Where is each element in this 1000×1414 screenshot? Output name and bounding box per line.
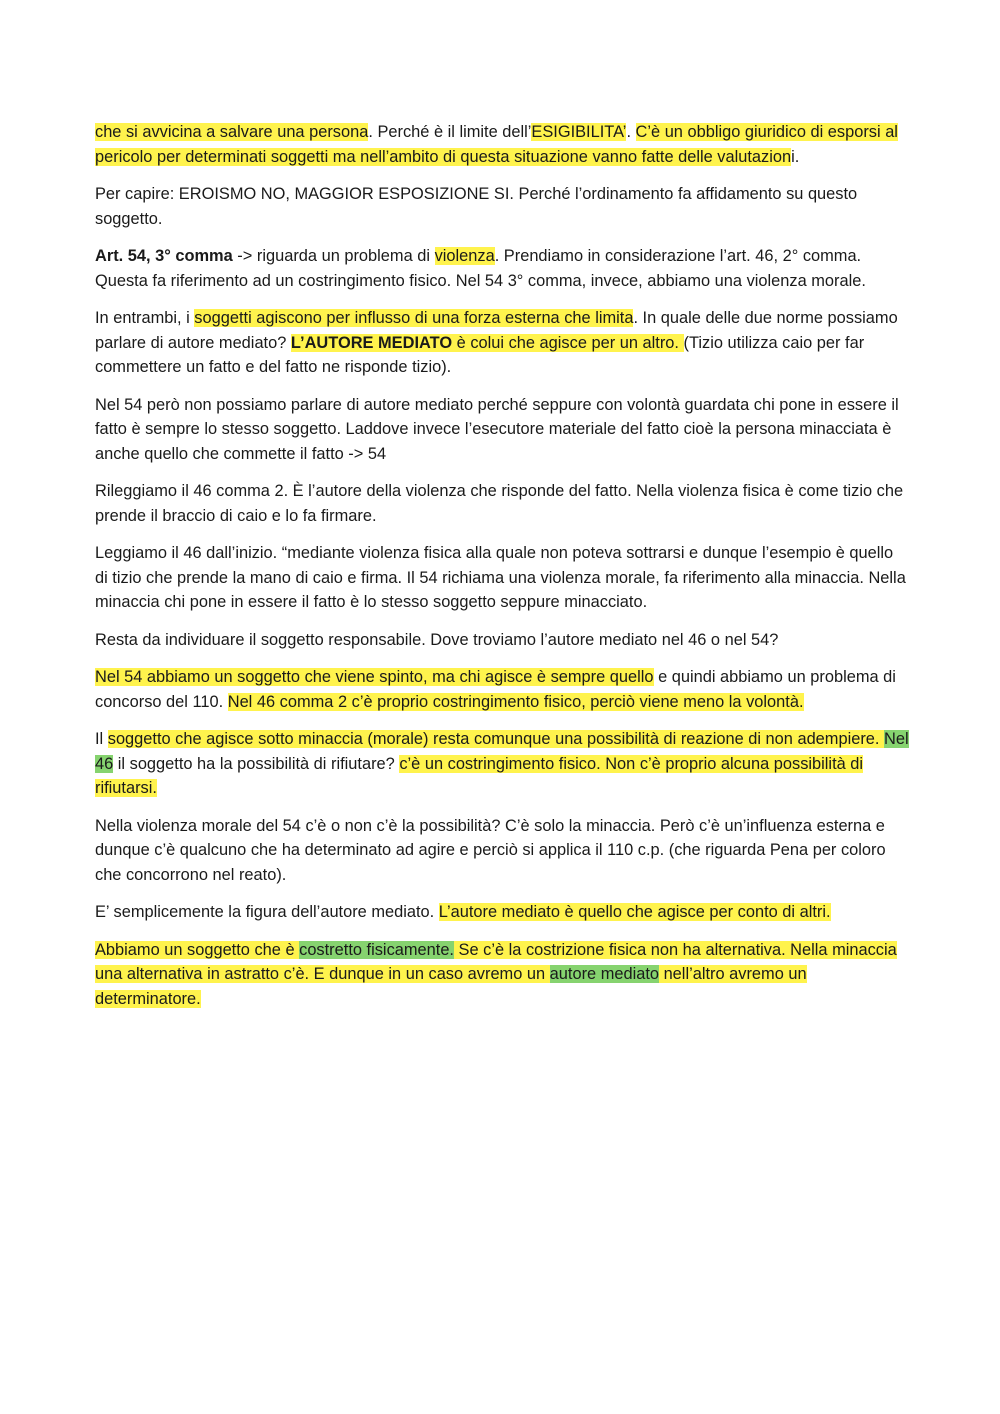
- text-run: e quindi abbiamo un problema di concorso del 110.: [95, 668, 896, 711]
- highlighted-text-green: autore mediato: [549, 965, 660, 983]
- text-run: Per capire: EROISMO NO, MAGGIOR ESPOSIZIONE SI. Perché l’ordinamento fa affidamento su questo soggetto.: [95, 185, 858, 228]
- text-run: Leggiamo il 46 dall’inizio. “mediante violenza fisica alla quale non poteva sottrarsi e dunque l’esempio è quello di tizio che prende la mano di caio e firma. Il 54 richiama una violenza morale, fa riferimento alla minaccia. Nella minaccia chi pone in essere il fatto è lo stesso soggetto seppure minacciato.: [95, 544, 906, 611]
- paragraph-7: [95, 541, 910, 615]
- text-run: i.: [791, 147, 800, 166]
- highlighted-text-yellow: soggetto che agisce sotto minaccia (morale) resta comunque una possibilità di reazione di non adempiere.: [107, 730, 885, 748]
- text-run: . Prendiamo in considerazione l’art. 46, 2° comma. Questa fa riferimento ad un costringimento fisico. Nel 54 3° comma, invece, abbiamo una violenza morale.: [95, 247, 866, 290]
- paragraph-3: [95, 244, 910, 293]
- text-run: Il: [95, 730, 108, 748]
- text-run: E’ semplicemente la figura dell’autore mediato.: [95, 903, 439, 921]
- highlighted-text-yellow: è colui che agisce per un altro.: [452, 333, 684, 352]
- paragraph-10: [95, 727, 910, 801]
- highlighted-text-yellow: C’è un obbligo giuridico di esporsi al pericolo per determinati soggetti ma nell’ambito di questa situazione vanno fatte delle valutazion: [95, 123, 898, 166]
- highlighted-text-yellow: Nel 46 comma 2 c’è proprio costringimento fisico, perciò viene meno la volontà.: [227, 692, 804, 711]
- paragraph-4: [95, 306, 910, 380]
- paragraph-1: [95, 120, 910, 169]
- text-run: Nella violenza morale del 54 c’è o non c’è la possibilità? C’è solo la minaccia. Però c’è un’influenza esterna e dunque c’è qualcuno che ha determinato ad agire e perciò si applica il 110 c.p. (che riguarda Pena per coloro che concorrono nel reato).: [95, 816, 886, 884]
- text-run: Resta da individuare il soggetto responsabile. Dove troviamo l’autore mediato nel 46 o nel 54?: [95, 630, 779, 649]
- highlighted-text-yellow: che si avvicina a salvare una persona: [95, 123, 369, 141]
- highlighted-text-yellow: Se c’è la costrizione fisica non ha alternativa. Nella minaccia una alternativa in astratto c’è. E dunque in un caso avremo un: [95, 940, 897, 983]
- highlighted-text-green: costretto fisicamente.: [299, 940, 454, 959]
- text-run: In entrambi, i: [95, 309, 195, 327]
- highlighted-text-yellow: c’è un costringimento fisico. Non c’è proprio alcuna possibilità di rifiutarsi.: [95, 754, 864, 797]
- text-run: Rileggiamo il 46 comma 2. È l’autore della violenza che risponde del fatto. Nella violenza fisica è come tizio che prende il braccio di caio e lo fa firmare.: [95, 482, 904, 525]
- paragraph-5: [95, 393, 910, 467]
- bold-text: Art. 54, 3° comma: [95, 247, 233, 265]
- paragraph-8: [95, 628, 910, 653]
- paragraph-9: [95, 665, 910, 714]
- text-run: il soggetto ha la possibilità di rifiutare?: [113, 754, 400, 773]
- highlighted-text-yellow: violenza: [434, 247, 495, 265]
- text-run: Nel 54 però non possiamo parlare di autore mediato perché seppure con volontà guardata chi pone in essere il fatto è sempre lo stesso soggetto. Laddove invece l’esecutore materiale del fatto cioè la persona minacciata è anche quello che commette il fatto -> 54: [95, 395, 899, 463]
- paragraph-13: [95, 938, 910, 1012]
- text-run: . Perché è il limite dell’: [368, 123, 532, 141]
- highlighted-text-green: Nel 46: [95, 730, 909, 773]
- highlighted-text-yellow: soggetti agiscono per influsso di una forza esterna che limita: [194, 309, 634, 327]
- text-run: -> riguarda un problema di: [232, 247, 435, 265]
- paragraph-6: [95, 479, 910, 528]
- highlighted-text-yellow: ESIGIBILITA’: [531, 123, 627, 141]
- text-run: .: [626, 123, 636, 141]
- paragraph-12: [95, 900, 910, 925]
- highlighted-text-yellow: L’autore mediato è quello che agisce per conto di altri.: [438, 903, 831, 921]
- paragraph-11: [95, 814, 910, 888]
- paragraph-2: [95, 182, 910, 231]
- highlighted-text-yellow: nell’altro avremo un determinatore.: [95, 965, 807, 1008]
- text-run: (Tizio utilizza caio per far commettere un fatto e del fatto ne risponde tizio).: [95, 333, 865, 376]
- text-run: . In quale delle due norme possiamo parlare di autore mediato?: [95, 309, 898, 352]
- highlighted-text-yellow: Nel 54 abbiamo un soggetto che viene spinto, ma chi agisce è sempre quello: [95, 668, 654, 686]
- highlighted-bold-text: L’AUTORE MEDIATO: [290, 333, 453, 352]
- highlighted-text-yellow: Abbiamo un soggetto che è: [95, 940, 300, 959]
- document-page: [95, 120, 910, 1024]
